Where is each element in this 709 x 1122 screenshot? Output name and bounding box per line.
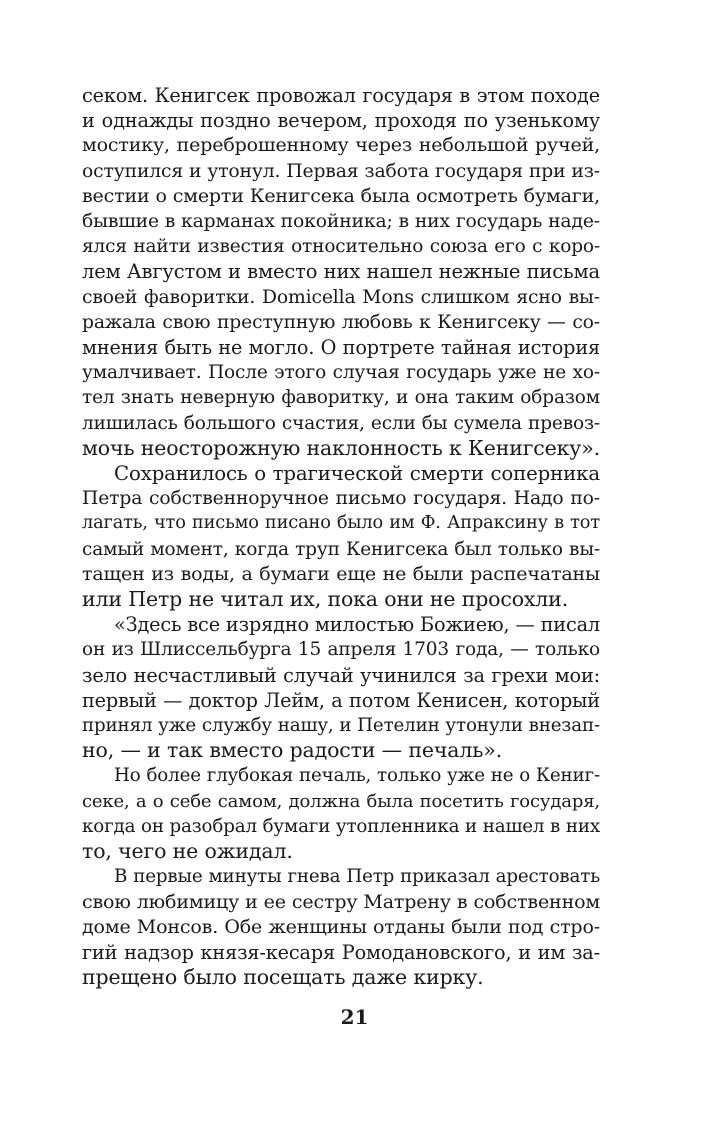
paragraph (82, 83, 600, 461)
text-line: но, — и так вместо радости — печаль». (82, 738, 503, 763)
text-line: «Здесь все изрядно милостью Божиею, — писал (114, 613, 600, 637)
page-number: 21 (340, 1005, 369, 1029)
text-line: прещено было посещать даже кирку. (82, 965, 484, 990)
text-line: оступился и утонул. Первая забота государя при из- (82, 160, 600, 182)
text-line: мнения быть не могло. О портрете тайная история (82, 336, 600, 360)
text-line: ражала свою преступную любовь к Кенигсеку — со- (82, 311, 600, 333)
text-line: свою любимицу и ее сестру Матрену в собственном (82, 890, 600, 913)
text-line: лем Августом и вместо них нашел нежные письма (82, 260, 600, 284)
paragraph (82, 763, 600, 864)
text-line: лагать, что письмо писано было им Ф. Апраксину в тот (82, 513, 600, 534)
text-line: первый — доктор Лейм, а потом Кенисен, который (82, 688, 600, 712)
body-text (82, 83, 600, 990)
text-line: тел знать неверную фаворитку, и она таким образом (82, 387, 600, 409)
text-line: мочь неосторожную наклонность к Кенигсеку». (82, 435, 600, 460)
text-line: ялся найти известия относительно союза его с коро- (82, 236, 600, 258)
text-line: гий надзор князя-кесаря Ромодановского, и им за- (82, 940, 600, 964)
paragraph (82, 612, 600, 763)
text-line: когда он разобрал бумаги утопленника и нашел в них (82, 815, 600, 837)
text-line: вестии о смерти Кенигсека была осмотреть бумаги, (82, 184, 600, 207)
text-line: Сохранилось о трагической смерти соперника (114, 462, 600, 486)
text-line: он из Шлиссельбурга 15 апреля 1703 года, — только (82, 639, 600, 661)
text-line: то, чего не ожидал. (82, 839, 293, 864)
text-line: Петра собственноручное письмо государя. Надо по- (82, 488, 600, 510)
text-line: мостику, переброшенному через небольшой ручей, (82, 134, 600, 157)
text-line: доме Монсов. Обе женщины отданы были под стро- (82, 915, 600, 938)
text-line: зело несчастливый случай учинился за грехи мои: (82, 663, 600, 687)
text-line: или Петр не читал их, пока они не просохли. (82, 587, 569, 612)
text-line: секе, а о себе самом, должна была посетить государя, (82, 790, 600, 812)
text-line: принял уже службу нашу, и Петелин утонули внезап- (82, 715, 600, 737)
paragraph (82, 461, 600, 612)
text-line: Но более глубокая печаль, только уже не о Кениг- (114, 765, 600, 787)
text-line: бывшие в карманах покойника; в них государь наде- (82, 211, 600, 233)
paragraph (82, 864, 600, 990)
text-line: самый момент, когда труп Кенигсека был только вы- (82, 538, 600, 560)
text-line: своей фаворитки. Domicella Mons слишком ясно вы- (82, 286, 600, 308)
text-line: умалчивает. После этого случая государь уже не хо- (82, 362, 600, 384)
text-line: секом. Кенигсек провожал государя в этом походе (82, 84, 600, 107)
text-line: тащен из воды, а бумаги еще не были распечатаны (82, 562, 600, 585)
text-line: лишилась большого счастия, если бы сумела превоз- (82, 412, 600, 434)
text-line: и однажды поздно вечером, проходя по узенькому (82, 109, 600, 133)
text-line: В первые минуты гнева Петр приказал арестовать (114, 866, 600, 888)
